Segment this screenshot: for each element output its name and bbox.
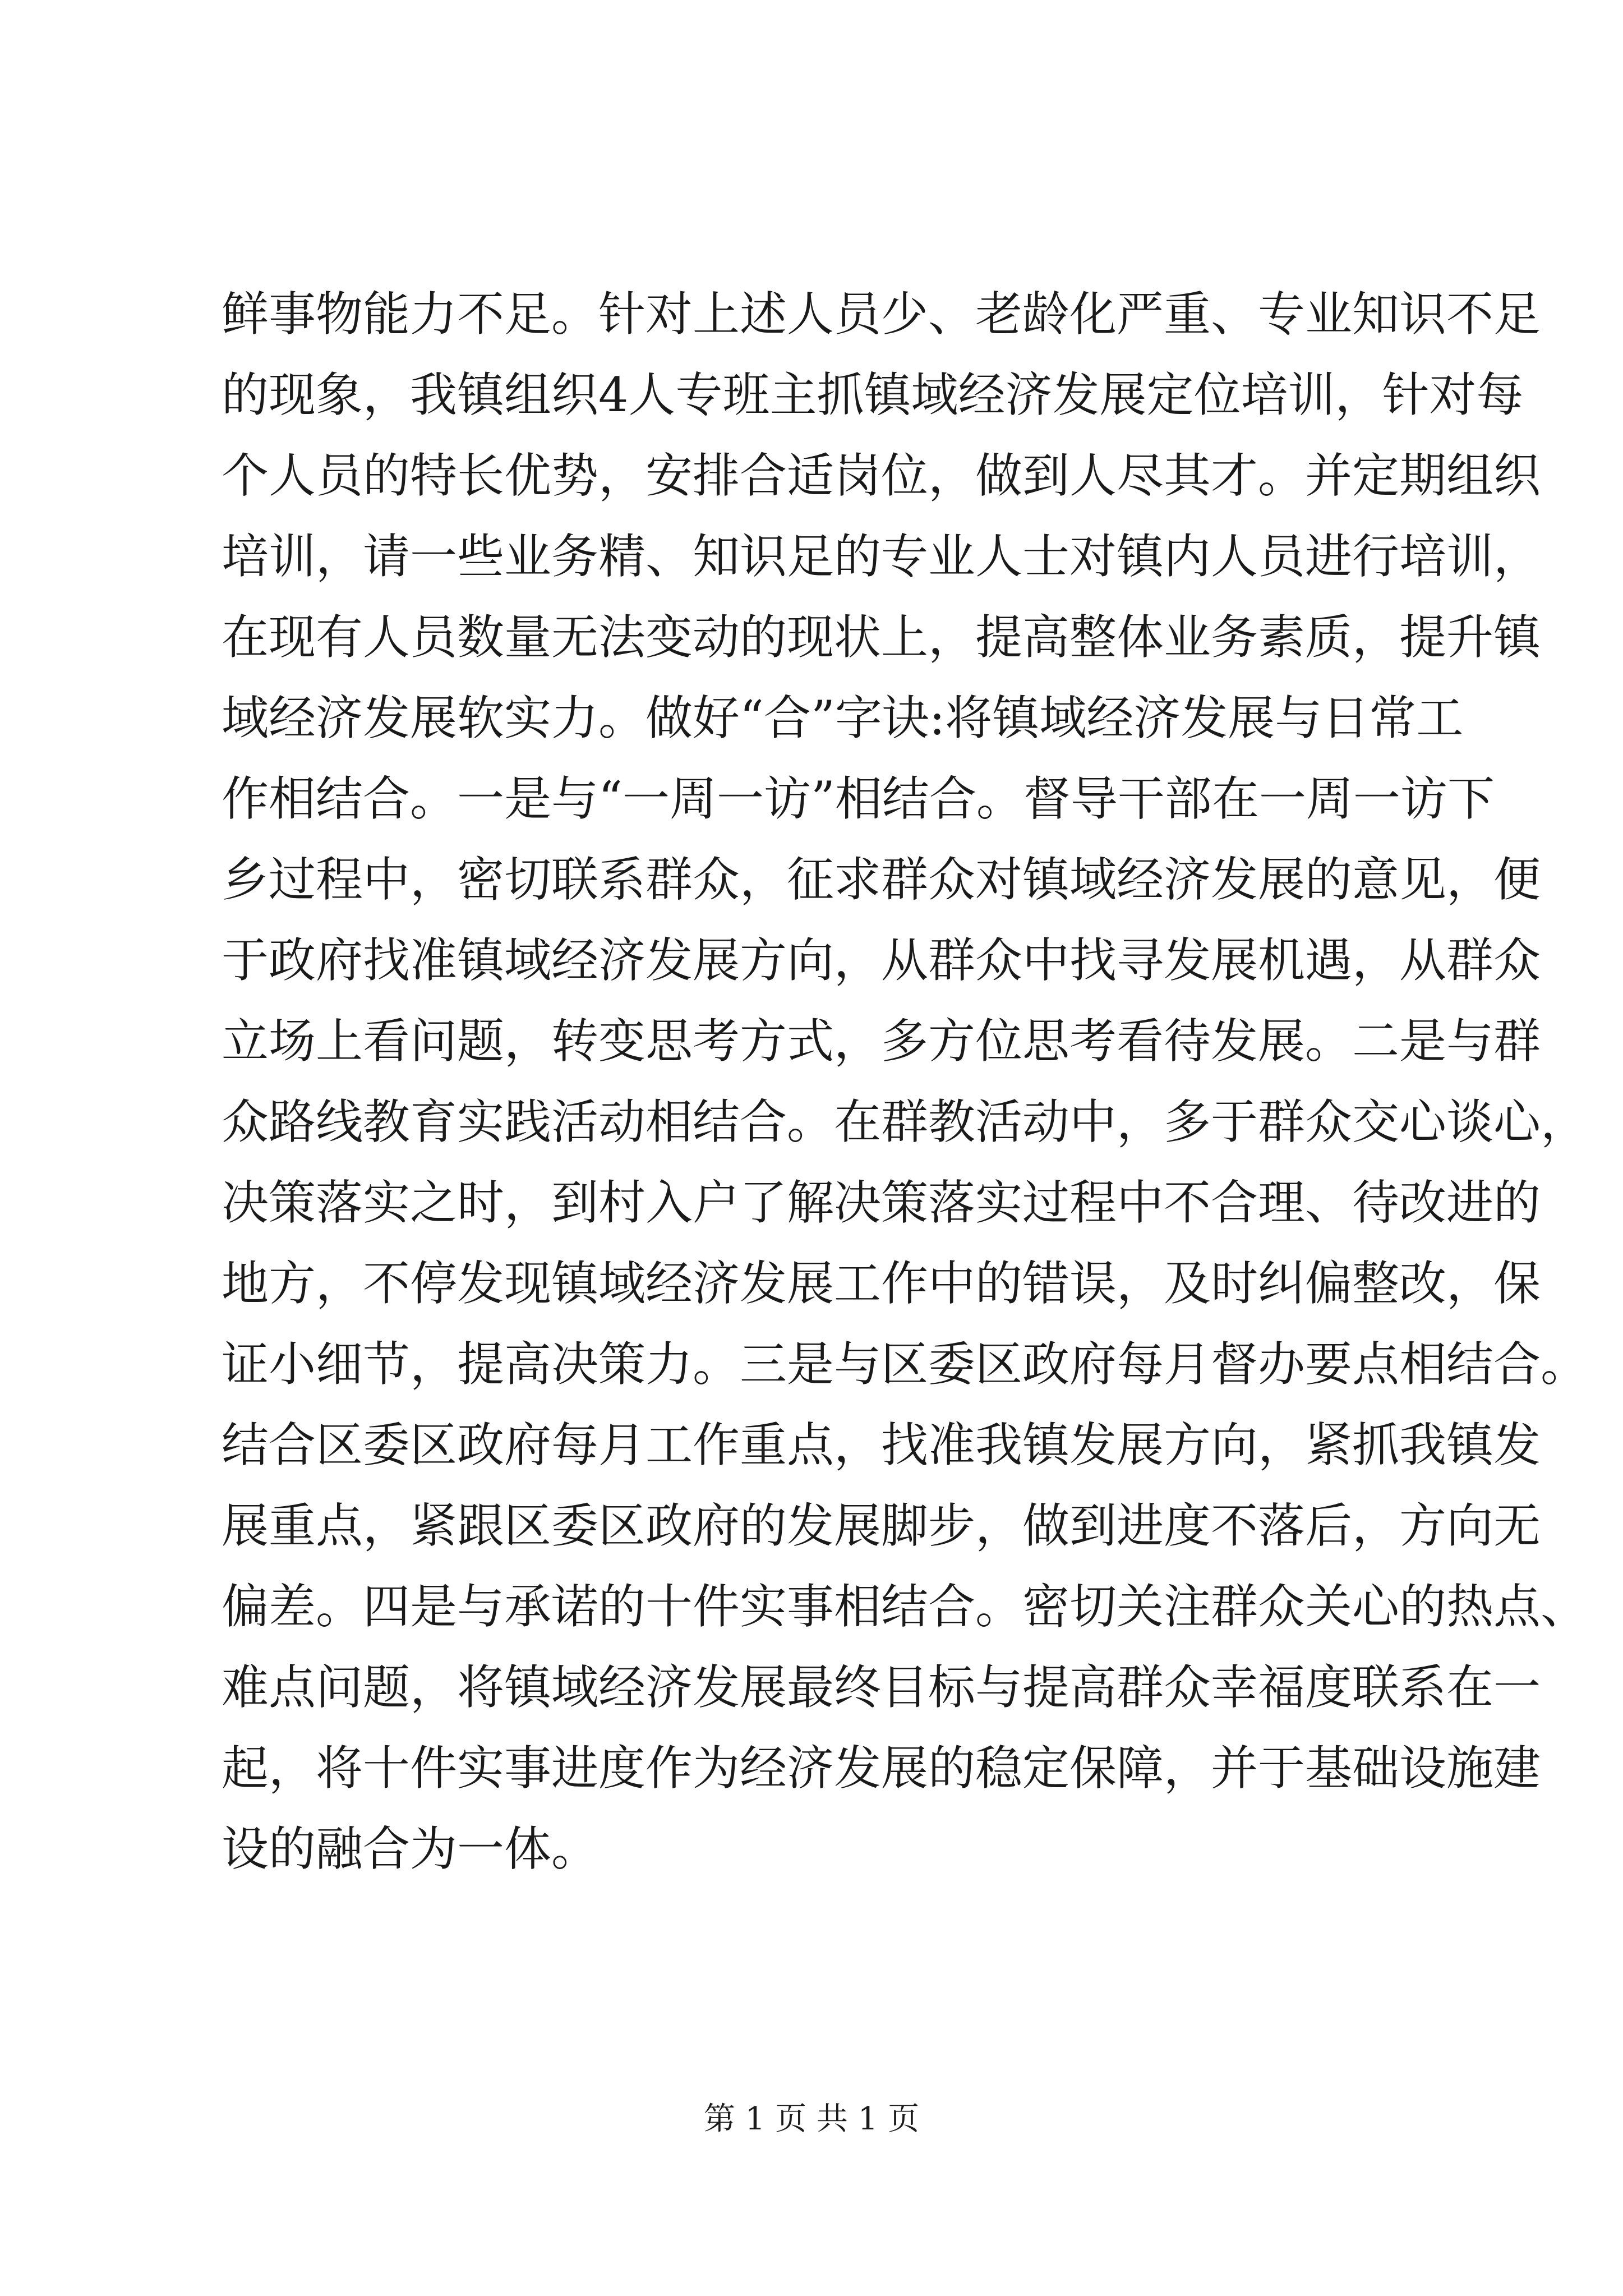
body-line: 在现有人员数量无法变动的现状上，提高整体业务素质，提升镇 xyxy=(222,610,1541,665)
body-line: 个人员的特长优势，安排合适岗位，做到人尽其才。并定期组织 xyxy=(222,448,1541,503)
body-line: 的现象，我镇组织4人专班主抓镇域经济发展定位培训，针对每 xyxy=(222,367,1524,422)
body-line: 培训，请一些业务精、知识足的专业人士对镇内人员进行培训， xyxy=(222,529,1541,584)
body-line: 众路线教育实践活动相结合。在群教活动中，多于群众交心谈心， xyxy=(222,1094,1588,1149)
body-line: 域经济发展软实力。做好“合”字诀:将镇域经济发展与日常工 xyxy=(222,691,1464,746)
body-line: 乡过程中，密切联系群众，征求群众对镇域经济发展的意见，便 xyxy=(222,852,1541,907)
body-line: 鲜事物能力不足。针对上述人员少、老龄化严重、专业知识不足 xyxy=(222,287,1541,342)
body-paragraph xyxy=(222,274,1588,1889)
body-line: 决策落实之时，到村入户了解决策落实过程中不合理、待改进的 xyxy=(222,1175,1541,1230)
body-line: 起，将十件实事进度作为经济发展的稳定保障，并于基础设施建 xyxy=(222,1741,1541,1796)
body-line: 偏差。四是与承诺的十件实事相结合。密切关注群众关心的热点、 xyxy=(222,1579,1588,1634)
body-line: 作相结合。一是与“一周一访”相结合。督导干部在一周一访下 xyxy=(222,771,1495,826)
body-line: 立场上看问题，转变思考方式，多方位思考看待发展。二是与群 xyxy=(222,1014,1541,1069)
body-line: 结合区委区政府每月工作重点，找准我镇发展方向，紧抓我镇发 xyxy=(222,1418,1541,1473)
body-line: 设的融合为一体。 xyxy=(222,1821,599,1876)
body-line: 证小细节，提高决策力。三是与区委区政府每月督办要点相结合。 xyxy=(222,1337,1588,1392)
body-line: 难点问题，将镇域经济发展最终目标与提高群众幸福度联系在一 xyxy=(222,1660,1541,1715)
body-line: 地方，不停发现镇域经济发展工作中的错误，及时纠偏整改，保 xyxy=(222,1256,1541,1311)
body-line: 展重点，紧跟区委区政府的发展脚步，做到进度不落后，方向无 xyxy=(222,1498,1541,1553)
body-line: 于政府找准镇域经济发展方向，从群众中找寻发展机遇，从群众 xyxy=(222,933,1541,988)
page-number-footer: 第 1 页 共 1 页 xyxy=(703,2101,920,2137)
